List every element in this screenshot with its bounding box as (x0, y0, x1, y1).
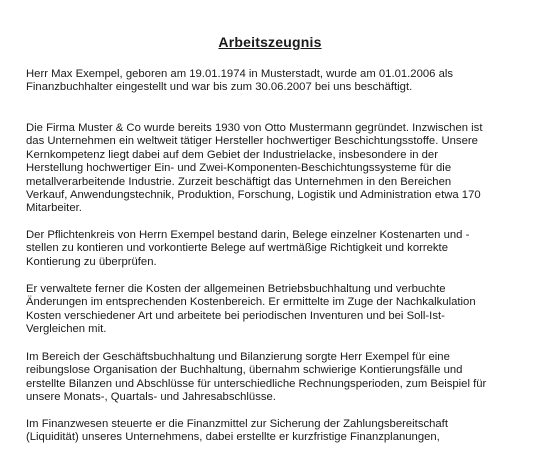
document-title: Arbeitszeugnis (218, 34, 322, 50)
text-line: Herstellung hochwertiger Ein- und Zwei-Komponenten-Beschichtungssysteme für die (26, 162, 452, 175)
text-line: Der Pflichtenkreis von Herrn Exempel bestand darin, Belege einzelner Kostenarten und - (26, 229, 470, 241)
text-line: Er verwaltete ferner die Kosten der allgemeinen Betriebsbuchhaltung und verbuchte (26, 283, 446, 295)
text-line: Mitarbeiter. (26, 202, 82, 215)
paragraph-company-description (26, 122, 536, 216)
paragraph-treasury (26, 418, 536, 445)
text-line: Im Bereich der Geschäftsbuchhaltung und Bilanzierung sorgte Herr Exempel für eine (26, 351, 450, 363)
text-line: Vergleichen mit. (26, 323, 107, 336)
text-line: Kernkompetenz liegt dabei auf dem Gebiet der Industrielacke, insbesondere in der (26, 148, 438, 161)
text-line: unsere Monats-, Quartals- und Jahresabschlüsse. (26, 391, 276, 404)
paragraph-duties (26, 229, 536, 269)
paragraph-financial-accounting (26, 351, 536, 405)
text-line: reibungslose Organisation der Buchhaltung, übernahm schwierige Kontierungsfälle und (26, 364, 463, 377)
text-line: erstellte Bilanzen und Abschlüsse für unterschiedliche Rechnungsperioden, zum Beispiel für (26, 377, 487, 390)
text-line: Verkauf, Anwendungstechnik, Produktion, Forschung, Logistik und Administration etwa 170 (26, 189, 481, 202)
text-line: Kosten verschiedener Art und arbeitete bei periodischen Inventuren und bei Soll-Ist- (26, 309, 445, 322)
text-line: Finanzbuchhalter eingestellt und war bis zum 30.06.2007 bei uns beschäftigt. (26, 81, 413, 94)
paragraph-cost-accounting (26, 283, 536, 337)
text-line: Herr Max Exempel, geboren am 19.01.1974 in Musterstadt, wurde am 01.01.2006 als (26, 68, 454, 80)
text-line: stellen zu kontieren und vorkontierte Belege auf wertmäßige Richtigkeit und korrekte (26, 242, 448, 255)
text-line: Die Firma Muster & Co wurde bereits 1930 von Otto Mustermann gegründet. Inzwischen ist (26, 122, 483, 134)
text-line: (Liquidität) unseres Unternehmens, dabei erstellte er kurzfristige Finanzplanungen, (26, 431, 440, 444)
text-line: Änderungen im entsprechenden Kostenbereich. Er ermittelte im Zuge der Nachkalkulation (26, 296, 476, 309)
text-line: Kontierung zu überprüfen. (26, 255, 157, 268)
text-line: das Unternehmen ein weltweit tätiger Hersteller hochwertiger Beschichtungsstoffe. Unsere (26, 135, 478, 148)
text-line: Im Finanzwesen steuerte er die Finanzmittel zur Sicherung der Zahlungsbereitschaft (26, 418, 448, 430)
paragraph-employment-dates (26, 68, 536, 95)
text-line: metallverarbeitende Industrie. Zurzeit beschäftigt das Unternehmen in den Bereichen (26, 175, 452, 188)
